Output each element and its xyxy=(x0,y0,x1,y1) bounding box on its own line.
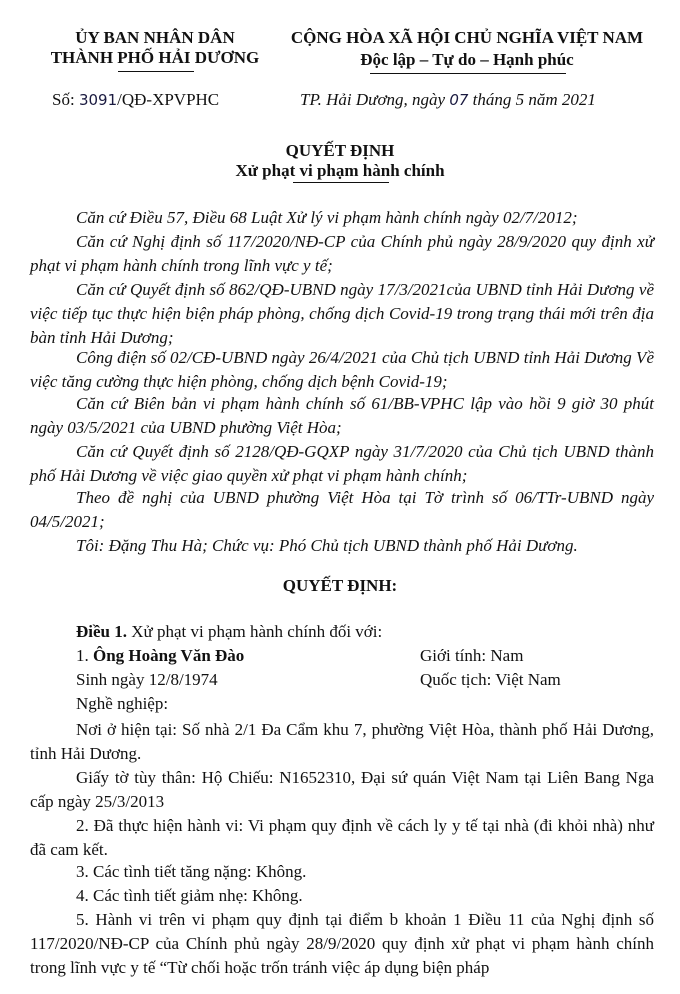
agency-name-line1: ỦY BAN NHÂN DÂN xyxy=(75,28,235,47)
motto: Độc lập – Tự do – Hạnh phúc xyxy=(360,50,574,69)
article-1 xyxy=(76,622,382,642)
number-suffix: /QĐ-XPVPHC xyxy=(117,90,220,109)
number-handwritten: 3091 xyxy=(78,91,118,109)
preamble-item: Căn cứ Điều 57, Điều 68 Luật Xử lý vi phạm hành chính ngày 02/7/2012; xyxy=(76,208,578,227)
preamble-item: Theo đề nghị của UBND phường Việt Hòa tại Tờ trình số 06/TTr-UBND ngày 04/5/2021; xyxy=(30,488,654,531)
day-handwritten: 07 xyxy=(449,91,469,109)
subtitle-underline xyxy=(293,182,389,183)
nation-name: CỘNG HÒA XÃ HỘI CHỦ NGHĨA VIỆT NAM xyxy=(290,28,644,47)
legal-basis: 5. Hành vi trên vi phạm quy định tại điểm b khoản 1 Điều 11 của Nghị định số 117/2020/NĐ-CP của Chính phủ ngày 28/9/2020 quy định xử phạt vi phạm hành chính trong lĩnh vực y tế “Từ chối hoặc trốn tránh việc áp dụng biện pháp xyxy=(30,910,654,977)
residence: Nơi ở hiện tại: Số nhà 2/1 Đa Cẩm khu 7, phường Việt Hòa, thành phố Hải Dương, tỉnh Hải Dương. xyxy=(30,720,654,763)
occupation: Nghề nghiệp: xyxy=(76,694,169,713)
mitigating-circumstances: 4. Các tình tiết giảm nhẹ: Không. xyxy=(76,886,303,905)
decision-heading: QUYẾT ĐỊNH: xyxy=(282,576,398,595)
agency-underline xyxy=(118,71,194,72)
preamble-item: Căn cứ Biên bản vi phạm hành chính số 61/BB-VPHC lập vào hồi 9 giờ 30 phút ngày 03/5/2021 của UBND phường Việt Hòa; xyxy=(30,394,654,437)
nationality: Quốc tịch: Việt Nam xyxy=(420,670,561,689)
birth-date: Sinh ngày 12/8/1974 xyxy=(76,670,218,689)
preamble-item: Công điện số 02/CĐ-UBND ngày 26/4/2021 của Chủ tịch UBND tỉnh Hải Dương Về việc tăng cường thực hiện phòng, chống dịch bệnh Covid-19; xyxy=(30,348,654,391)
person-name: Ông Hoàng Văn Đào xyxy=(93,646,245,665)
violation-act: 2. Đã thực hiện hành vi: Vi phạm quy định về cách ly y tế tại nhà (đi khỏi nhà) như đã cam kết. xyxy=(30,816,654,859)
article-1-label: Điều 1. xyxy=(76,622,127,641)
place-date-prefix: TP. Hải Dương, ngày xyxy=(300,90,446,109)
agency-name-line2: THÀNH PHỐ HẢI DƯƠNG xyxy=(50,48,260,67)
number-prefix: Số: xyxy=(52,90,75,109)
decision-title: QUYẾT ĐỊNH xyxy=(285,141,395,160)
person-index: 1. xyxy=(76,646,89,665)
preamble-item: Căn cứ Nghị định số 117/2020/NĐ-CP của Chính phủ ngày 28/9/2020 quy định xử phạt vi phạm hành chính trong lĩnh vực y tế; xyxy=(30,232,654,275)
decision-subtitle: Xử phạt vi phạm hành chính xyxy=(235,161,445,180)
person-line xyxy=(76,646,244,666)
preamble-item: Tôi: Đặng Thu Hà; Chức vụ: Phó Chủ tịch UBND thành phố Hải Dương. xyxy=(76,536,578,555)
article-1-text: Xử phạt vi phạm hành chính đối với: xyxy=(131,622,383,641)
document-number xyxy=(52,90,219,110)
aggravating-circumstances: 3. Các tình tiết tăng nặng: Không. xyxy=(76,862,307,881)
preamble-item: Căn cứ Quyết định số 862/QĐ-UBND ngày 17/3/2021của UBND tỉnh Hải Dương về việc tiếp tục thực hiện biện pháp phòng, chống dịch Covid-19 trong trạng thái mới trên địa bàn tỉnh Hải Dương; xyxy=(30,280,654,347)
gender: Giới tính: Nam xyxy=(420,646,524,665)
place-date xyxy=(300,90,596,110)
motto-underline xyxy=(370,73,566,74)
place-date-suffix: tháng 5 năm 2021 xyxy=(472,90,596,109)
preamble-item: Căn cứ Quyết định số 2128/QĐ-GQXP ngày 31/7/2020 của Chủ tịch UBND thành phố Hải Dương về việc giao quyền xử phạt vi phạm hành chính; xyxy=(30,442,654,485)
id-document: Giấy tờ tùy thân: Hộ Chiếu: N1652310, Đại sứ quán Việt Nam tại Liên Bang Nga cấp ngày 25/3/2013 xyxy=(30,768,654,811)
